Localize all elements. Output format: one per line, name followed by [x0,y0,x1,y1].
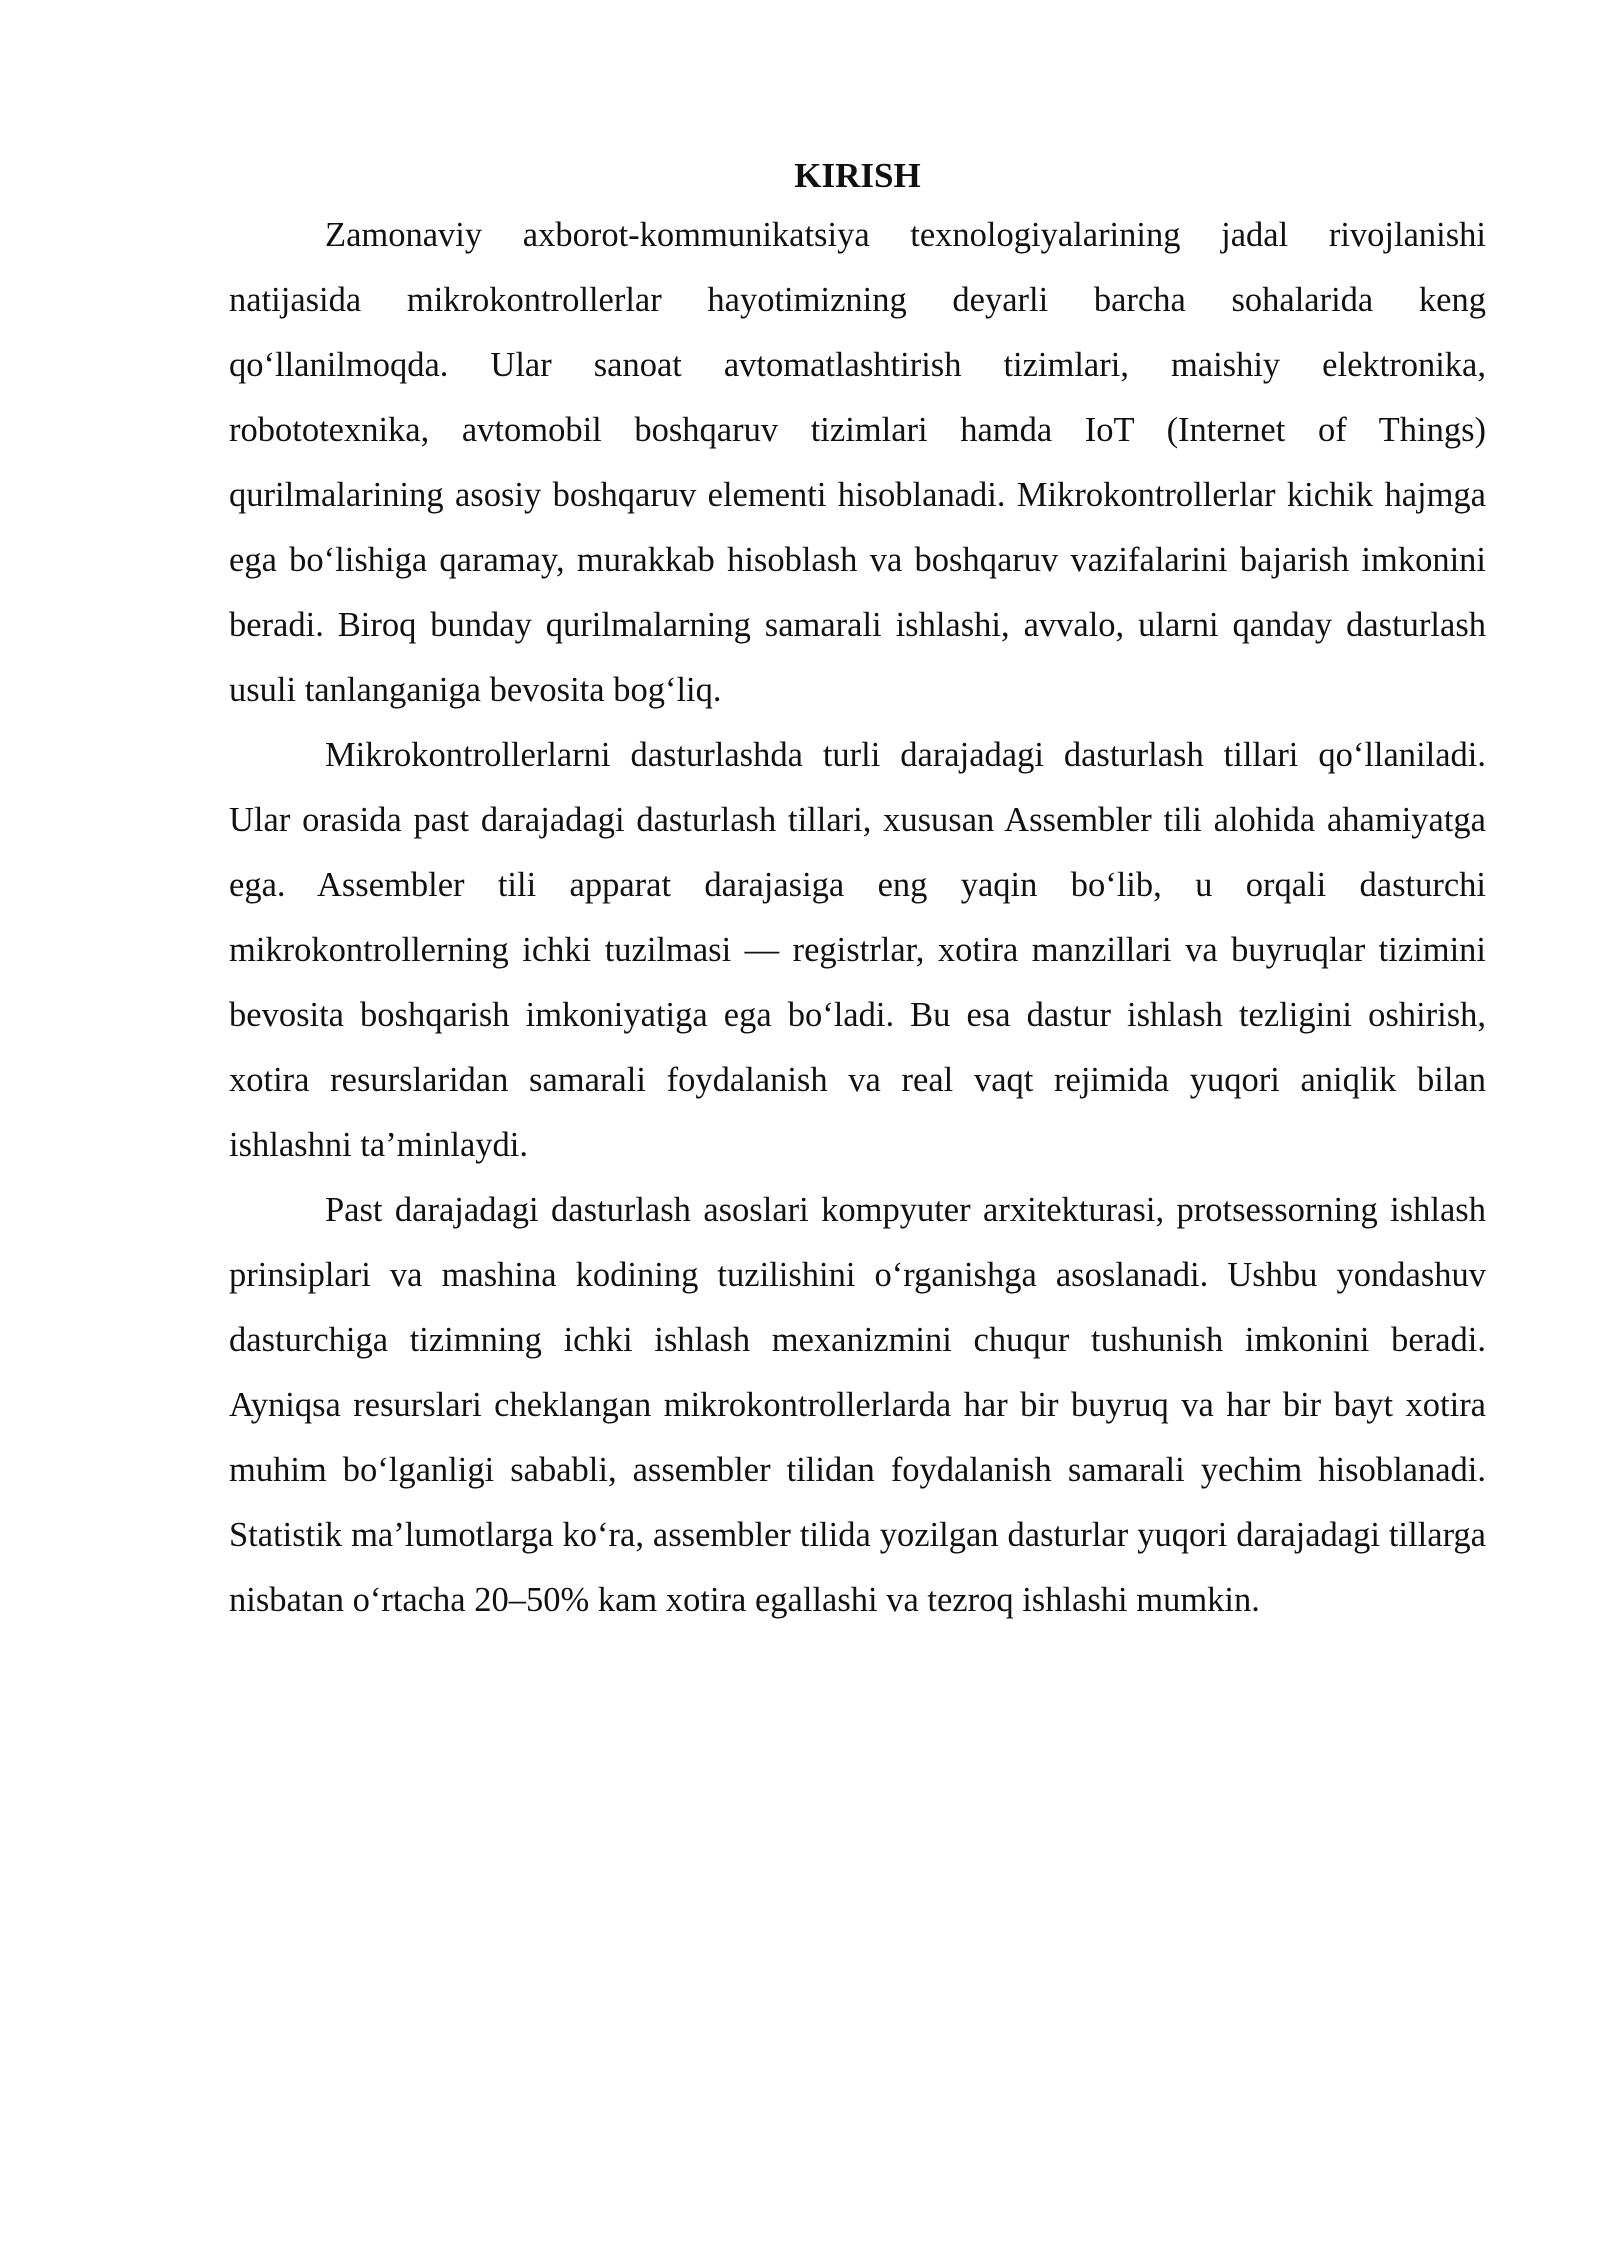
paragraph-intro: Zamonaviy axborot-kommunikatsiya texnologiyalarining jadal rivojlanishi natijasida mikrokontrollerlar hayotimizning deyarli barcha sohalarida keng qo‘llanilmoqda. Ular sanoat avtomatlashtirish tizimlari, maishiy elektronika, robototexnika, avtomobil boshqaruv tizimlari hamda IoT (Internet of Things) qurilmalarining asosiy boshqaruv elementi hisoblanadi. Mikrokontrollerlar kichik hajmga ega bo‘lishiga qaramay, murakkab hisoblash va boshqaruv vazifalarini bajarish imkonini beradi. Biroq bunday qurilmalarning samarali ishlashi, avvalo, ularni qanday dasturlash usuli tanlanganiga bevosita bog‘liq. [229,216,1486,709]
paragraph-low-level-basics: Past darajadagi dasturlash asoslari kompyuter arxitekturasi, protsessorning ishlash prinsiplari va mashina kodining tuzilishini o‘rganishga asoslanadi. Ushbu yondashuv dasturchiga tizimning ichki ishlash mexanizmini chuqur tushunish imkonini beradi. Ayniqsa resurslari cheklangan mikrokontrollerlarda har bir buyruq va har bir bayt xotira muhim bo‘lganligi sababli, assembler tilidan foydalanish samarali yechim hisoblanadi. Statistik ma’lumotlarga ko‘ra, assembler tilida yozilgan dasturlar yuqori darajadagi tillarga nisbatan o‘rtacha 20–50% kam xotira egallashi va tezroq ishlashi mumkin. [229,1191,1486,1619]
section-title: KIRISH [794,156,921,195]
page-content [229,148,1486,1633]
paragraph-programming-languages: Mikrokontrollerlarni dasturlashda turli darajadagi dasturlash tillari qo‘llaniladi. Ular orasida past darajadagi dasturlash tillari, xususan Assembler tili alohida ahamiyatga ega. Assembler tili apparat darajasiga eng yaqin bo‘lib, u orqali dasturchi mikrokontrollerning ichki tuzilmasi — registrlar, xotira manzillari va buyruqlar tizimini bevosita boshqarish imkoniyatiga ega bo‘ladi. Bu esa dastur ishlash tezligini oshirish, xotira resurslaridan samarali foydalanish va real vaqt rejimida yuqori aniqlik bilan ishlashni ta’minlaydi. [229,736,1486,1164]
